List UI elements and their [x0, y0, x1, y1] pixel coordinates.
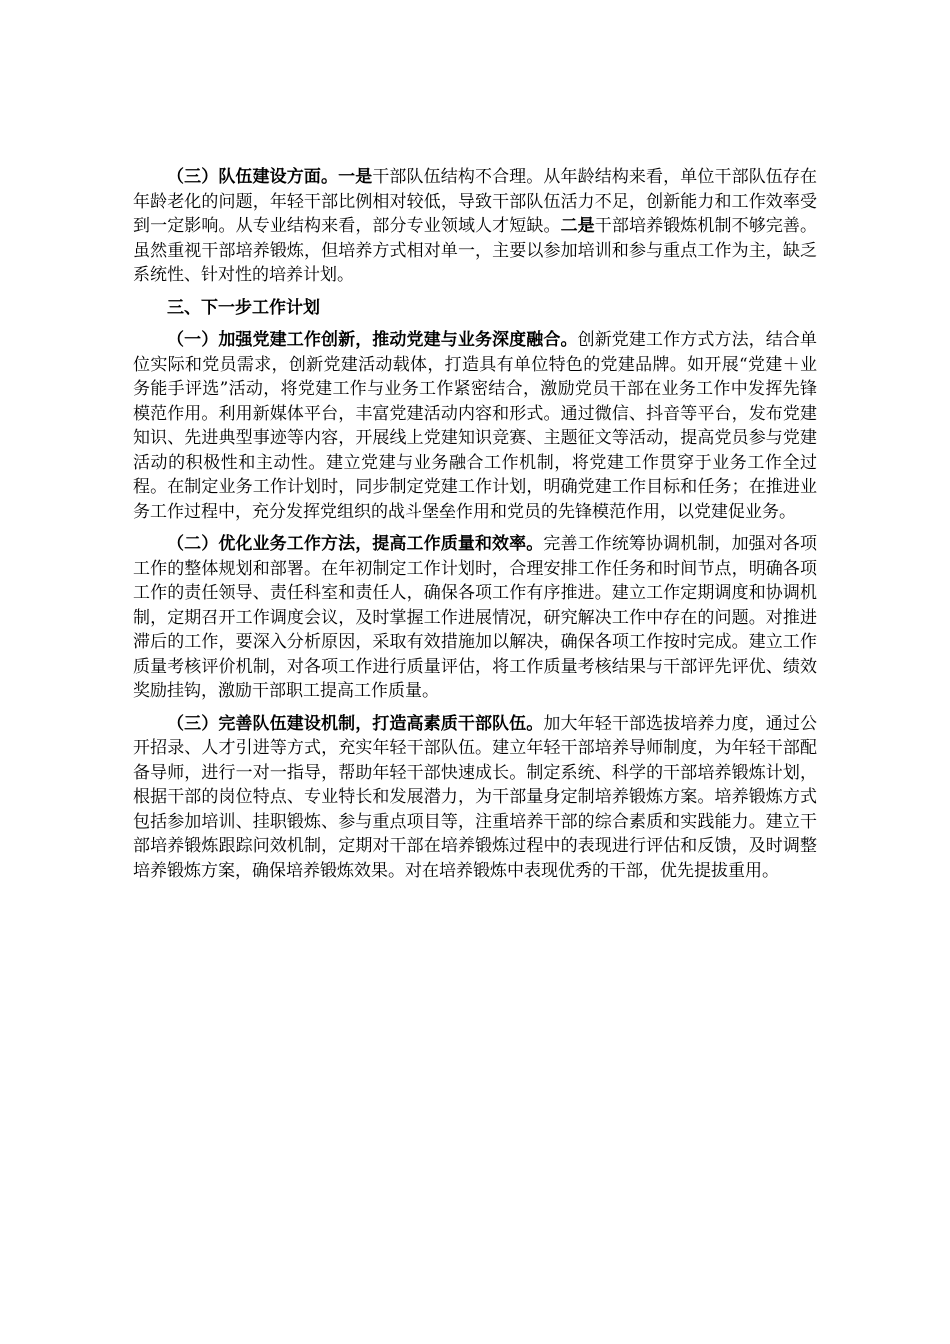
paragraph-party-building	[133, 328, 817, 524]
paragraph-text: 干部培养锻炼机制不够完善。虽然重视干部培养锻炼，但培养方式相对单一，主要以参加培训和参与重点工作为主，缺乏系统性、针对性的培养计划。	[133, 216, 818, 285]
paragraph-text: 加大年轻干部选拔培养力度，通过公开招录、人才引进等方式，充实年轻干部队伍。建立年轻干部培养导师制度，为年轻干部配备导师，进行一对一指导，帮助年轻干部快速成长。制定系统、科学的干部培养锻炼计划，根据干部的岗位特点、专业特长和发展潜力，为干部量身定制培养锻炼方案。培养锻炼方式包括参加培训、挂职锻炼、参与重点项目等，注重培养干部的综合素质和实践能力。建立干部培养锻炼跟踪问效机制，定期对干部在培养锻炼过程中的表现进行评估和反馈，及时调整培养锻炼方案，确保培养锻炼效果。对在培养锻炼中表现优秀的干部，优先提拔重用。	[133, 713, 818, 881]
paragraph-lead: （一）加强党建工作创新，推动党建与业务深度融合。	[167, 330, 578, 350]
paragraph-lead: （二）优化业务工作方法，提高工作质量和效率。	[167, 534, 544, 554]
document-body	[133, 165, 817, 891]
paragraph-lead: （三）队伍建设方面。	[167, 167, 339, 187]
paragraph-team-mechanism	[133, 712, 817, 884]
paragraph-text: 干部队伍结构不合理。从年龄结构来看，单位干部队伍存在年龄老化的问题，年轻干部比例相对较低，导致干部队伍活力不足，创新能力和工作效率受到一定影响。从专业结构来看，部分专业领域人才短缺。	[133, 167, 818, 236]
point-marker-two: 二是	[560, 216, 595, 236]
paragraph-text: 完善工作统筹协调机制，加强对各项工作的整体规划和部署。在年初制定工作计划时，合理安排工作任务和时间节点，明确各项工作的责任领导、责任科室和责任人，确保各项工作有序推进。建立工作定期调度和协调机制，定期召开工作调度会议，及时掌握工作进展情况，研究解决工作中存在的问题。对推进滞后的工作，要深入分析原因，采取有效措施加以解决，确保各项工作按时完成。建立工作质量考核评价机制，对各项工作进行质量评估，将工作质量考核结果与干部评先评优、绩效奖励挂钩，激励干部职工提高工作质量。	[133, 534, 818, 701]
point-marker-one: 一是	[338, 167, 373, 187]
paragraph-text: 创新党建工作方式方法，结合单位实际和党员需求，创新党建活动载体，打造具有单位特色的党建品牌。如开展“党建＋业务能手评选”活动，将党建工作与业务工作紧密结合，激励党员干部在业务工作中发挥先锋模范作用。利用新媒体平台，丰富党建活动内容和形式。通过微信、抖音等平台，发布党建知识、先进典型事迹等内容，开展线上党建知识竞赛、主题征文等活动，提高党员参与党建活动的积极性和主动性。建立党建与业务融合工作机制，将党建工作贯穿于业务工作全过程。在制定业务工作计划时，同步制定党建工作计划，明确党建工作目标和任务；在推进业务工作过程中，充分发挥党组织的战斗堡垒作用和党员的先锋模范作用，以党建促业务。	[133, 330, 817, 522]
paragraph-business-methods	[133, 532, 817, 704]
paragraph-lead: （三）完善队伍建设机制，打造高素质干部队伍。	[167, 713, 544, 734]
section-heading: 三、下一步工作计划	[167, 297, 320, 318]
paragraph-team-building-issues	[133, 165, 817, 288]
